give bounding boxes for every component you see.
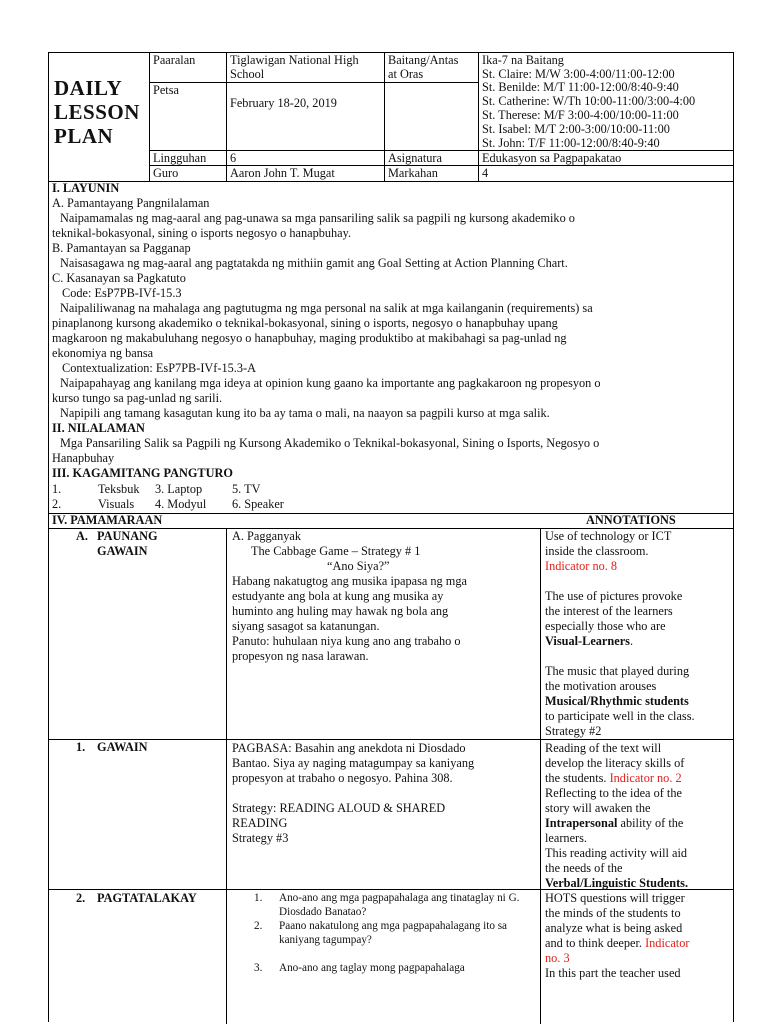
annotation-text: inside the classroom. [545,544,649,558]
annotation-text: Reading of the text will [545,741,662,755]
discussion-question: Ano-ano ang mga pagpapahalaga ang tinataglay ni G. Diosdado Banatao? [279,892,520,918]
section-heading-pamamaraan: IV. PAMAMARAAN [52,513,163,527]
baitang-label: at Oras [388,67,424,81]
step-number: 2. [76,891,86,905]
baitang-label: Baitang/Antas [388,53,459,67]
guro-value: Aaron John T. Mugat [230,166,335,180]
annotation-text [545,816,683,831]
header-divider [149,52,150,181]
annotation-text: the interest of the learners [545,604,673,618]
petsa-label: Petsa [153,83,179,97]
layunin-b-text: Naisasagawa ng mag-aaral ang pagtatakda ng mithiin gamit ang Goal Setting at Action Planning Chart. [60,256,568,270]
discussion-question: Ano-ano ang taglay mong pagpapahalaga [279,962,465,974]
layunin-c-text: magkaroon ng makabuluhang negosyo o hanapbuhay, maging produktibo at makibahagi sa pag-unlad ng [52,331,567,345]
activity-text: “Ano Siya?” [327,559,390,573]
layunin-c-text: Naipaliliwanag na mahalaga ang pagtutugma ng mga personal na salik at mga kailanganin (requirements) sa [60,301,593,315]
layunin-c-text: ekonomiya ng bansa [52,346,154,360]
annotations-heading: ANNOTATIONS [586,513,676,527]
row-divider [48,739,734,740]
annotation-text: to participate well in the class. [545,709,695,723]
layunin-c-text: pinaplanong kursong akademiko o teknikal-bokasyonal, sining o isports, negosyo o hanapbuhay upang [52,316,558,330]
annotation-text: This reading activity will aid [545,846,688,860]
learner-type: Musical/Rhythmic students [545,694,689,708]
strategy-text: READING [232,816,288,830]
grade-level: Ika-7 na Baitang [482,53,564,67]
annotation-text: the motivation arouses [545,679,657,693]
layunin-b-label: B. Pamantayan sa Pagganap [52,241,191,255]
material-number: 2. [52,497,62,511]
layunin-a-text: teknikal-bokasyonal, sining o isports negosyo o hanapbuhay. [52,226,352,240]
guro-label: Guro [153,166,179,180]
activity-text: propesyon at trabaho o negosyo. Pahina 308. [232,771,453,785]
activity-text: The Cabbage Game – Strategy # 1 [251,544,421,558]
layunin-a-label: A. Pamantayang Pangnilalaman [52,196,210,210]
column-divider [226,528,227,1024]
paaralan-value: School [230,67,265,81]
question-number: 2. [254,920,263,932]
strategy-text: Strategy #3 [232,831,289,845]
learner-type: Intrapersonal [545,816,618,830]
column-divider [540,528,541,1024]
activity-text: PAGBASA: Basahin ang anekdota ni Diosdado [232,741,466,755]
markahan-label: Markahan [388,166,438,180]
indicator-label: Indicator no. 2 [609,771,682,785]
question-number: 3. [254,962,263,974]
annotation-text: the students. [545,771,607,785]
section-heading-nilalaman: II. NILALAMAN [52,421,145,435]
step-label: PAUNANG [97,529,158,543]
activity-text: estudyante ang bola at kung ang musika ay [232,589,444,603]
activity-text: huminto ang huling may hawak ng bola ang [232,604,449,618]
schedule-item: St. John: T/F 11:00-12:00/8:40-9:40 [482,136,660,150]
layunin-c-label: C. Kasanayan sa Pagkatuto [52,271,186,285]
activity-text: Bantao. Siya ay naging matagumpay sa kaniyang [232,756,475,770]
schedule-item: St. Therese: M/F 3:00-4:00/10:00-11:00 [482,108,679,122]
material-number: 1. [52,482,62,496]
material-item: Visuals [98,497,135,511]
petsa-value: February 18-20, 2019 [230,96,337,110]
material-item: 6. Speaker [232,497,284,511]
annotation-text: Strategy #2 [545,724,602,738]
activity-text: propesyon ng nasa larawan. [232,649,369,663]
activity-text: Panuto: huhulaan niya kung ano ang trabaho o [232,634,461,648]
indicator-label: Indicator no. 8 [545,559,618,573]
contextualization-text: Napipili ang tamang kasagutan kung ito ba ay tama o mali, na naayon sa pagpili kurso at mga salik. [60,406,550,420]
annotation-text: Reflecting to the idea of the [545,786,682,800]
learner-type: Visual-Learners [545,634,630,648]
indicator-label: Indicator [645,936,690,950]
section-heading-layunin: I. LAYUNIN [52,181,120,195]
section-heading-kagamitan: III. KAGAMITANG PANGTURO [52,466,233,480]
nilalaman-text: Mga Pansariling Salik sa Pagpili ng Kursong Akademiko o Teknikal-bokasyonal, Sining o Isports, Negosyo o [60,436,600,450]
lingguhan-value: 6 [230,151,237,165]
step-number: 1. [76,740,86,754]
annotation-text: especially those who are [545,619,666,633]
annotation-text: story will awaken the [545,801,651,815]
header-divider [384,52,385,181]
step-number: A. [76,529,88,543]
annotation-text: the minds of the students to [545,906,681,920]
paaralan-value: Tiglawigan National High [230,53,359,67]
step-label: PAGTATALAKAY [97,891,197,905]
annotation-text: The music that played during [545,664,690,678]
annotation-text: ability of the [620,816,684,830]
annotation-text: Use of technology or ICT [545,529,672,543]
contextualization-code: Contextualization: EsP7PB-IVf-15.3-A [62,361,256,375]
schedule-item: St. Benilde: M/T 11:00-12:00/8:40-9:40 [482,80,679,94]
header-divider [149,82,478,83]
annotation-text: and to think deeper. [545,936,642,950]
header-divider [478,52,479,181]
page-title: DAILY LESSON PLAN [54,76,140,148]
nilalaman-text: Hanapbuhay [52,451,115,465]
paaralan-label: Paaralan [153,53,196,67]
competency-code: Code: EsP7PB-IVf-15.3 [62,286,182,300]
header-divider [226,52,227,181]
strategy-text: Strategy: READING ALOUD & SHARED [232,801,446,815]
annotation-text: The use of pictures provoke [545,589,683,603]
learner-type: Verbal/Linguistic Students. [545,876,689,890]
schedule-item: St. Isabel: M/T 2:00-3:00/10:00-11:00 [482,122,670,136]
lingguhan-label: Lingguhan [153,151,207,165]
step-label: GAWAIN [97,740,148,754]
markahan-value: 4 [482,166,489,180]
material-item: 4. Modyul [155,497,207,511]
discussion-question: Paano nakatulong ang mga pagpapahalagang ito sa kaniyang tagumpay? [279,920,508,946]
material-item: 5. TV [232,482,261,496]
schedule-item: St. Catherine: W/Th 10:00-11:00/3:00-4:00 [482,94,696,108]
annotation-text: analyze what is being asked [545,921,683,935]
material-item: Teksbuk [98,482,140,496]
asignatura-label: Asignatura [388,151,442,165]
annotation-text [545,771,682,786]
asignatura-value: Edukasyon sa Pagpapakatao [482,151,622,165]
contextualization-text: kurso tungo sa pag-unlad ng sarili. [52,391,223,405]
indicator-label: no. 3 [545,951,570,965]
annotation-text [545,936,689,951]
annotation-text: the needs of the [545,861,623,875]
question-number: 1. [254,892,263,904]
annotation-text: HOTS questions will trigger [545,891,685,905]
contextualization-text: Naipapahayag ang kanilang mga ideya at opinion kung gaano ka importante ang pagkakaroon ng propesyon o [60,376,601,390]
activity-text: Habang nakatugtog ang musika ipapasa ng mga [232,574,467,588]
activity-text: siyang sasagot sa katanungan. [232,619,380,633]
step-label: GAWAIN [97,544,148,558]
annotation-text: learners. [545,831,587,845]
annotation-text: In this part the teacher used [545,966,681,980]
activity-text: A. Pagganyak [232,529,301,543]
material-item: 3. Laptop [155,482,203,496]
annotation-text: develop the literacy skills of [545,756,685,770]
schedule-item: St. Claire: M/W 3:00-4:00/11:00-12:00 [482,67,675,81]
section-divider [48,181,734,182]
annotation-text: Visual-Learners. [545,634,634,648]
layunin-a-text: Naipamamalas ng mag-aaral ang pag-unawa sa mga pansariling salik sa pagpili ng kursong akademiko o [60,211,575,225]
